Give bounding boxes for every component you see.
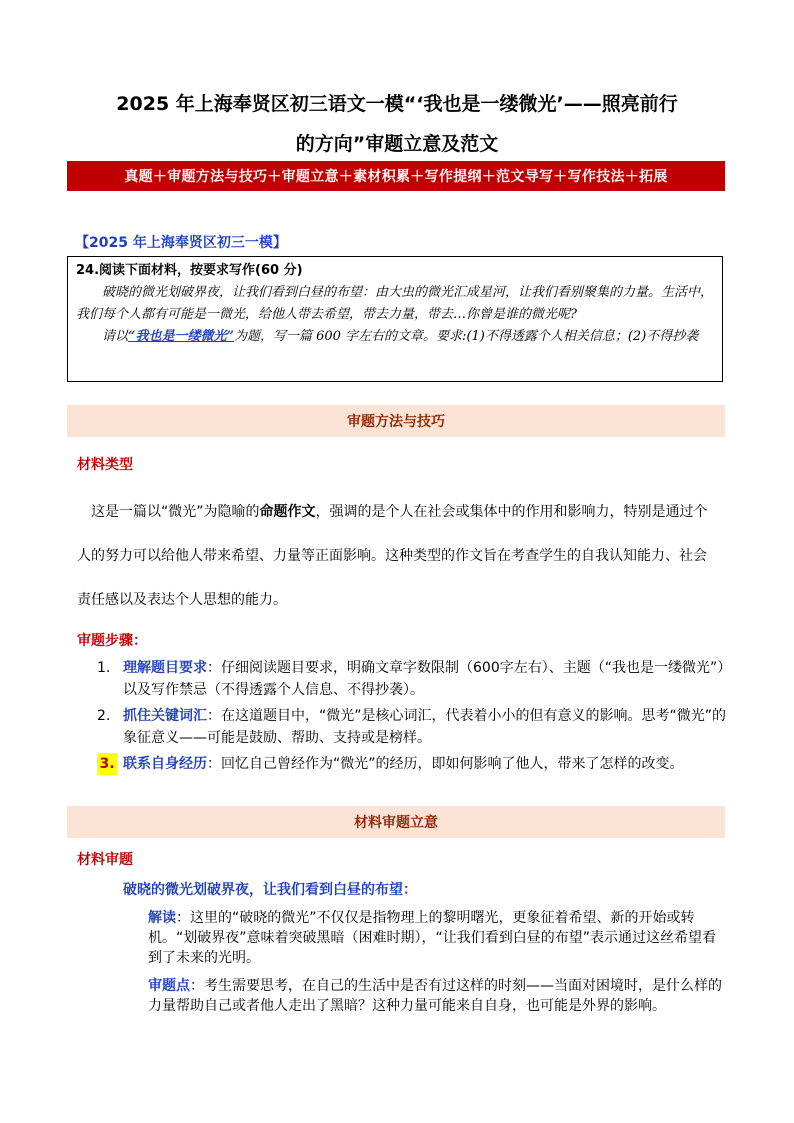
review-point-label: 审题点 [148,978,190,994]
review-point-block [148,976,723,1016]
step-text: ：在这道题目中，“微光”是核心词汇，代表着小小的但有意义的影响。思考“微光”的象征意义——可能是鼓励、帮助、支持或是榜样。 [123,708,727,746]
steps-heading: 审题步骤： [77,633,147,649]
question-requirement [76,326,714,348]
step-label: 联系自身经历 [123,756,207,772]
review-point-text: ：考生需要思考，在自己的生活中是否有过这样的时刻——当面对困境时，是什么样的力量帮助自己或者他人走出了黑暗？这种力量可能来自自身，也可能是外界的影响。 [148,978,722,1014]
material-analysis-heading: 材料审题 [77,852,133,868]
essay-title-link: “我也是一缕微光” [128,329,234,344]
title-line-1: 2025 年上海奉贤区初三语文一模“‘我也是一缕微光’——照亮前行 [116,93,678,115]
step-text: ：回忆自己曾经作为“微光”的经历，即如何影响了他人，带来了怎样的改变。 [207,756,684,772]
title-line-2: 的方向”审题立意及范文 [295,133,499,155]
steps-list [97,657,727,779]
material-quote: 破晓的微光划破界夜，让我们看到白昼的布望： [123,882,417,898]
step-label: 理解题目要求 [123,660,207,676]
material-type-bold: 命题作文 [259,504,316,520]
step-number: 2. [97,708,111,724]
question-heading: 24.阅读下面材料，按要求写作(60 分) [76,263,303,278]
question-box [67,256,723,382]
interpretation-label: 解读 [148,910,176,926]
material-type-text-2: ，强调的是个人在社会或集体中的作用和影响力，特别是通过个人的努力可以给他人带来希望、力量等正面影响。这种类型的作文旨在考查学生的自我认知能力、社会责任感以及表达个人思想的能力。 [77,504,708,608]
step-number: 1. [97,660,111,676]
material-type-text-1: 这是一篇以“微光”为隐喻的 [91,504,260,520]
list-item [97,705,727,749]
interpretation-block [148,908,723,968]
step-label: 抓住关键词汇 [123,708,207,724]
interpretation-text: ：这里的“破晓的微光”不仅仅是指物理上的黎明曙光，更象征着希望、新的开始或转机。“划破界夜”意味着突破黑暗（困难时期），“让我们看到白昼的布望”表示通过这丝希望看到了未来的光明。 [148,910,717,966]
req-suffix: 为题，写一篇 600 字左右的文章。要求:(1)不得透露个人相关信息；(2)不得抄袭 [233,329,699,344]
list-item [97,753,727,775]
question-body: 破晓的微光划破界夜，让我们看到白昼的布望：由大虫的微光汇成星河，让我们看别聚集的力量。生活中，我们每个人都有可能是一微光，给他人带去希望，带去力量，带去…你曾是谁的微光呢? [76,285,714,322]
req-prefix: 请以 [102,329,129,344]
document-title [60,84,734,164]
step-text: ：仔细阅读题目要求，明确文章字数限制（600字左右）、主题（“我也是一缕微光”）以及写作禁忌（不得透露个人信息、不得抄袭）。 [123,660,725,698]
section-material: 材料审题立意 [67,806,725,838]
section-methods: 审题方法与技巧 [67,405,725,437]
step-number: 3. [97,753,117,775]
content-banner: 真题＋审题方法与技巧＋审题立意＋素材积累＋写作提纲＋范文导写＋写作技法＋拓展 [67,161,725,191]
material-type-paragraph [77,490,717,622]
source-tag: 【2025 年上海奉贤区初三一模】 [75,235,287,251]
list-item [97,657,727,701]
material-type-heading: 材料类型 [77,457,133,473]
